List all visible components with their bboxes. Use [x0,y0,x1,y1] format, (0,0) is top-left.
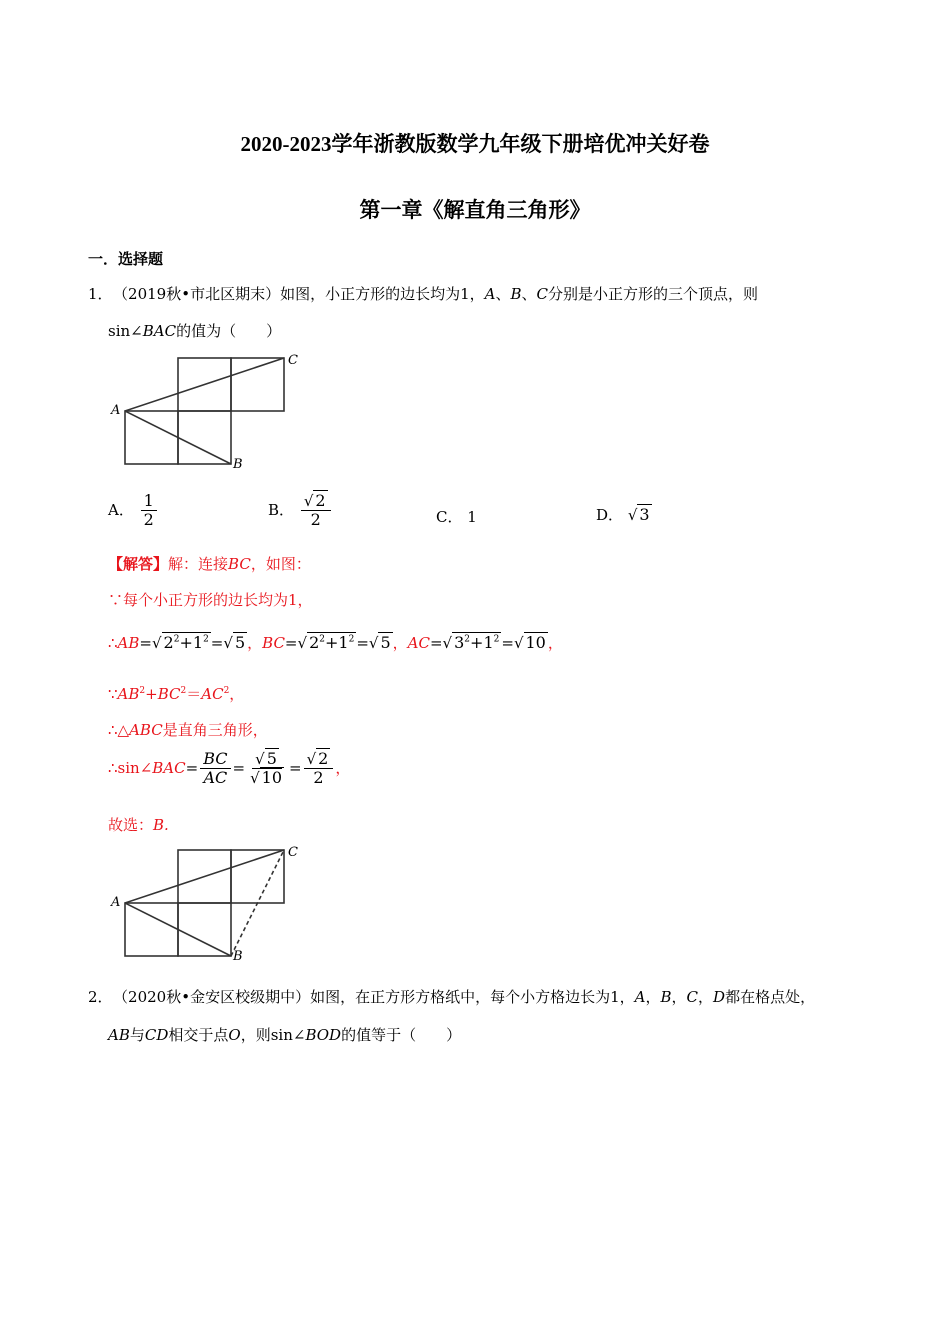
solution-line-2: ∵每个小正方形的边长均为1， [108,591,313,609]
question-number: 1． [88,285,113,303]
figure-1 [108,348,308,473]
segment-ac [125,850,284,903]
section-heading: 一．选择题 [88,250,164,268]
question-source: （2019秋•市北区期末） [120,285,281,303]
solution-line-6: ∴sin∠BAC= $\frac{BC}{AC}$ = $\frac{√ 5}{√ 10}$ = $\frac{√ 2}{2}$ ， [108,749,351,788]
question-2-line-2: AB与CD相交于点O，则sin∠BOD的值等于（ ） [108,1026,462,1044]
grid-square [231,850,284,903]
grid-square [125,411,178,464]
grid-square [231,358,284,411]
grid-square [178,411,231,464]
solution-line-7: 故选：B. [108,816,169,834]
grid-square [125,903,178,956]
solution-line-4: $\because AB^2+BC^2=AC^2$， [108,685,245,703]
solution-line-3: ∴AB=√ $2^2+1^2$ =√ 5 ，BC=√ $2^2+1^2$ =√ 5 ，AC=√ $3^2+1^2$ =√ 10 ， [108,633,563,652]
figure-2 [108,840,308,965]
option-c[interactable]: C． 1 [436,508,477,526]
point-a-label: A [111,403,121,418]
point-c-label: C [288,353,298,368]
point-c-label: C [288,845,298,860]
question-1-line-1: 1． （2019秋•市北区期末）如图，小正方形的边长均为1，A、B、C分别是小正方形的三个顶点，则 [88,285,759,303]
question-number: 2． [88,988,113,1006]
point-b-label: B [233,457,243,472]
answer-tag: 【解答】 [108,555,169,573]
chapter-title: 第一章《解直角三角形》 [359,198,591,222]
document-title: 2020-2023学年浙教版数学九年级下册培优冲关好卷 [240,132,710,156]
option-d[interactable]: D． √ 3 [596,505,650,524]
grid-square [178,903,231,956]
segment-ac [125,358,284,411]
option-b[interactable]: B． $\frac{√ 2}{2}$ [268,492,333,530]
question-1-line-2: sin∠BAC的值为（ ） [108,322,282,340]
point-a-label: A [111,895,121,910]
option-a[interactable]: A． $\frac{1}{2}$ [108,492,159,530]
point-b-label: B [233,949,243,964]
question-2-line-1: 2． （2020秋•金安区校级期中）如图，在正方形方格纸中，每个小方格边长为1，A，B，C，D都在格点处， [88,988,816,1006]
solution-line-1: 【解答】解：连接BC，如图： [108,555,311,573]
fraction: $\frac{√ 2}{2}$ [301,492,331,530]
fraction: $\frac{1}{2}$ [141,492,157,530]
solution-line-5: ∴△ABC是直角三角形， [108,721,268,739]
